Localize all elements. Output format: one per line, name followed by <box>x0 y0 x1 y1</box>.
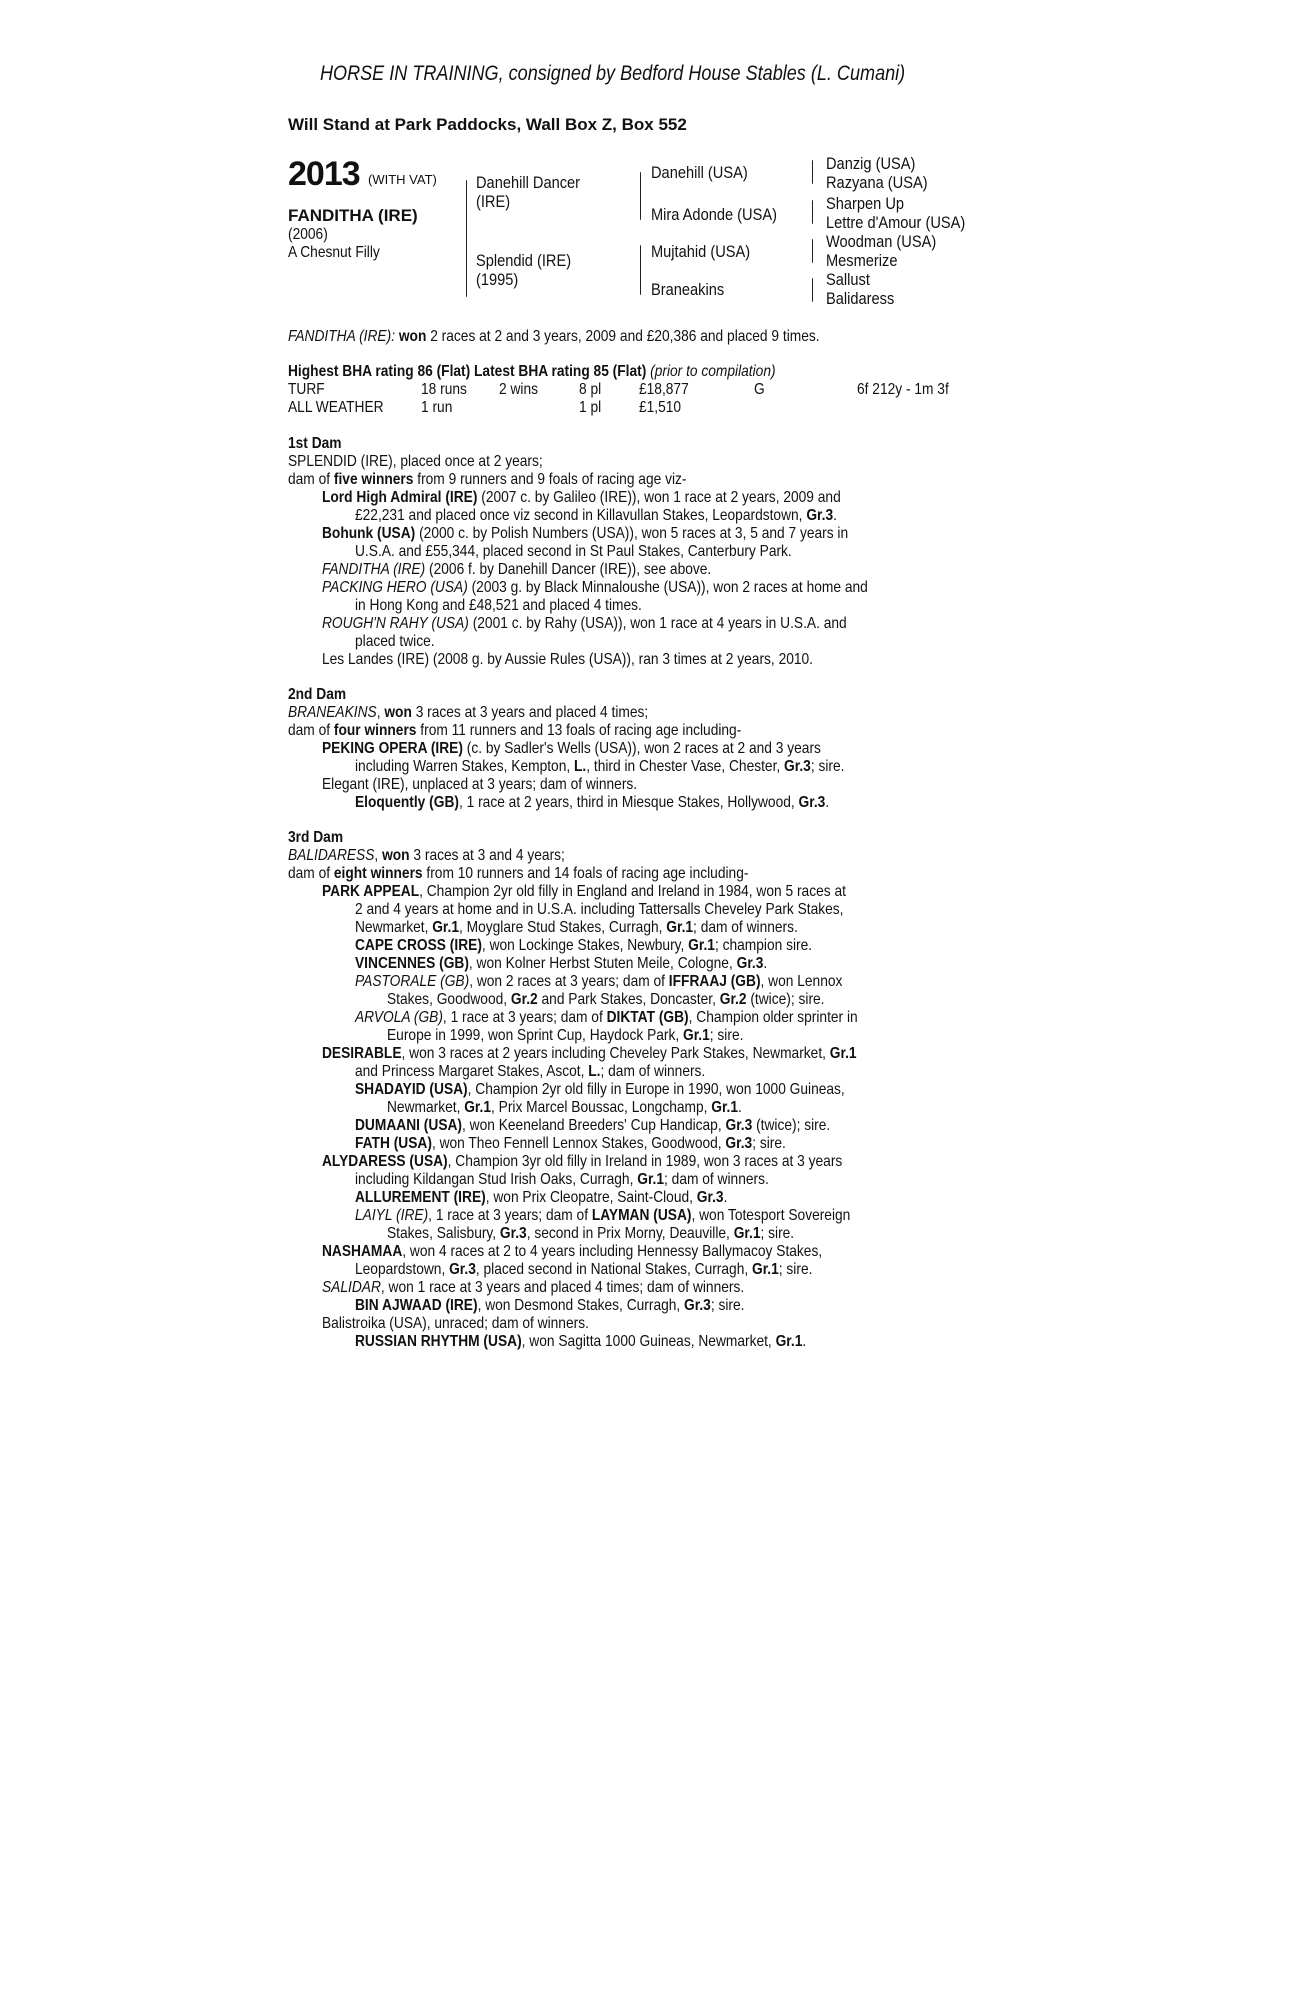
grandsire-4: Sallust <box>826 270 870 289</box>
race-summary: FANDITHA (IRE): won 2 races at 2 and 3 years, 2009 and £20,386 and placed 9 times. <box>288 328 820 345</box>
first-dam-line: SPLENDID (IRE), placed once at 2 years; <box>288 453 543 470</box>
produce-entry: Elegant (IRE), unplaced at 3 years; dam of winners. <box>322 776 638 793</box>
produce-entry: Lord High Admiral (IRE) (2007 c. by Galileo (IRE)), won 1 race at 2 years, 2009 and <box>322 489 841 506</box>
pedigree-brace <box>812 200 813 224</box>
produce-entry-cont: Newmarket, Gr.1, Moyglare Stud Stakes, Curragh, Gr.1; dam of winners. <box>355 919 798 936</box>
produce-entry-cont: Leopardstown, Gr.3, placed second in National Stakes, Curragh, Gr.1; sire. <box>355 1261 813 1278</box>
second-dam-heading: 2nd Dam <box>288 686 347 703</box>
granddam-3: Mesmerize <box>826 251 898 270</box>
consignor-header: HORSE IN TRAINING, consigned by Bedford House Stables (L. Cumani) <box>320 62 906 85</box>
produce-entry: ARVOLA (GB), 1 race at 3 years; dam of DIKTAT (GB), Champion older sprinter in <box>355 1009 858 1026</box>
horse-description: A Chesnut Filly <box>288 244 380 261</box>
box-location: Will Stand at Park Paddocks, Wall Box Z, Box 552 <box>288 115 687 134</box>
produce-entry-cont: U.S.A. and £55,344, placed second in St Paul Stakes, Canterbury Park. <box>355 543 792 560</box>
produce-entry: PASTORALE (GB), won 2 races at 3 years; dam of IFFRAAJ (GB), won Lennox <box>355 973 843 990</box>
produce-entry-cont: and Princess Margaret Stakes, Ascot, L.; dam of winners. <box>355 1063 706 1080</box>
produce-entry: PARK APPEAL, Champion 2yr old filly in England and Ireland in 1984, won 5 races at <box>322 883 846 900</box>
dam-dam: Braneakins <box>651 280 725 299</box>
second-dam-produce: dam of four winners from 11 runners and 13 foals of racing age including- <box>288 722 742 739</box>
produce-entry-cont: Newmarket, Gr.1, Prix Marcel Boussac, Longchamp, Gr.1. <box>387 1099 742 1116</box>
produce-entry-cont: Stakes, Goodwood, Gr.2 and Park Stakes, Doncaster, Gr.2 (twice); sire. <box>387 991 825 1008</box>
third-dam-produce: dam of eight winners from 10 runners and 14 foals of racing age including- <box>288 865 749 882</box>
first-dam-heading: 1st Dam <box>288 435 342 452</box>
rating-line: Highest BHA rating 86 (Flat) Latest BHA rating 85 (Flat) (prior to compilation) <box>288 363 776 380</box>
produce-entry: Bohunk (USA) (2000 c. by Polish Numbers (USA)), won 5 races at 3, 5 and 7 years in <box>322 525 849 542</box>
sire-origin: (IRE) <box>476 192 511 211</box>
pedigree-brace <box>812 278 813 302</box>
produce-entry: DESIRABLE, won 3 races at 2 years including Cheveley Park Stakes, Newmarket, Gr.1 <box>322 1045 857 1062</box>
produce-entry: FATH (USA), won Theo Fennell Lennox Stakes, Goodwood, Gr.3; sire. <box>355 1135 786 1152</box>
produce-entry: CAPE CROSS (IRE), won Lockinge Stakes, Newbury, Gr.1; champion sire. <box>355 937 813 954</box>
pedigree-brace <box>640 172 641 220</box>
produce-entry: BIN AJWAAD (IRE), won Desmond Stakes, Curragh, Gr.3; sire. <box>355 1297 745 1314</box>
grandsire-2: Sharpen Up <box>826 194 905 213</box>
produce-entry: FANDITHA (IRE) (2006 f. by Danehill Dancer (IRE)), see above. <box>322 561 712 578</box>
granddam-1: Razyana (USA) <box>826 173 928 192</box>
produce-entry-cont: 2 and 4 years at home and in U.S.A. including Tattersalls Cheveley Park Stakes, <box>355 901 844 918</box>
produce-entry: Eloquently (GB), 1 race at 2 years, third in Miesque Stakes, Hollywood, Gr.3. <box>355 794 830 811</box>
produce-entry: Les Landes (IRE) (2008 g. by Aussie Rules (USA)), ran 3 times at 2 years, 2010. <box>322 651 814 668</box>
produce-entry: ALLUREMENT (IRE), won Prix Cleopatre, Saint-Cloud, Gr.3. <box>355 1189 728 1206</box>
produce-entry-cont: Europe in 1999, won Sprint Cup, Haydock Park, Gr.1; sire. <box>387 1027 744 1044</box>
produce-entry-cont: including Warren Stakes, Kempton, L., third in Chester Vase, Chester, Gr.3; sire. <box>355 758 845 775</box>
produce-entry: NASHAMAA, won 4 races at 2 to 4 years including Hennessy Ballymacoy Stakes, <box>322 1243 823 1260</box>
grandsire-3: Woodman (USA) <box>826 232 937 251</box>
produce-entry: LAIYL (IRE), 1 race at 3 years; dam of LAYMAN (USA), won Totesport Sovereign <box>355 1207 851 1224</box>
second-dam-line: BRANEAKINS, won 3 races at 3 years and placed 4 times; <box>288 704 649 721</box>
produce-entry: PEKING OPERA (IRE) (c. by Sadler's Wells (USA)), won 2 races at 2 and 3 years <box>322 740 821 757</box>
produce-entry: Balistroika (USA), unraced; dam of winners. <box>322 1315 589 1332</box>
produce-entry: ALYDARESS (USA), Champion 3yr old filly in Ireland in 1989, won 3 races at 3 years <box>322 1153 843 1170</box>
produce-entry: DUMAANI (USA), won Keeneland Breeders' Cup Handicap, Gr.3 (twice); sire. <box>355 1117 831 1134</box>
produce-entry: PACKING HERO (USA) (2003 g. by Black Minnaloushe (USA)), won 2 races at home and <box>322 579 868 596</box>
sire-dam: Mira Adonde (USA) <box>651 205 777 224</box>
catalogue-page: HORSE IN TRAINING, consigned by Bedford House Stables (L. Cumani) Will Stand at Park Paddocks, Wall Box Z, Box 552 2013 (WITH VAT) FANDITHA (IRE) (2006) A Chesnut Filly Danehill Dancer (IRE) Splendid (IRE) (1995) Danehill (USA) Mira Adonde (USA) Mujtahid (USA) Braneakins Danzig (USA) Razyana (USA) Sharpen Up Lettre d'Amour (USA) Woodman (USA) Mesmerize Sallust Balidaress FANDITHA (IRE): won 2 races at 2 and 3 years, 2009 and £20,386 and placed 9 times. Highest BHA rating 86 (Flat) Latest BHA rating 85 (Flat) (prior to compilation) TURF 18 runs 2 wins 8 pl £18,877 G 6f 212y - 1m 3f ALL WEATHER 1 run 1 pl £1,510 1st Dam SPLENDID (IRE), placed once at 2 years; dam of five winners from 9 runners and 9 foals of racing age viz- Lord High Admiral (IRE) (2007 c. by Galileo (IRE)), won 1 race at 2 years, 2009 and £22,231 and placed once viz second in Killavullan Stakes, Leopardstown, Gr.3. Bohunk (USA) (2000 c. by Polish Numbers (USA)), won 5 races at 3, 5 and 7 years in U.S.A. and £55,344, placed second in St Paul Stakes, Canterbury Park. FANDITHA (IRE) (2006 f. by Danehill Dancer (IRE)), see above. PACKING HERO (USA) (2003 g. by Black Minnaloushe (USA)), won 2 races at home and in Hong Kong and £48,521 and placed 4 times. ROUGH'N RAHY (USA) (2001 c. by Rahy (USA)), won 1 race at 4 years in U.S.A. and placed twice. Les Landes (IRE) (2008 g. by Aussie Rules (USA)), ran 3 times at 2 years, 2010. 2nd Dam BRANEAKINS, won 3 races at 3 years and placed 4 times; dam of four winners from 11 runners and 13 foals of racing age including- PEKING OPERA (IRE) (c. by Sadler's Wells (USA)), won 2 races at 2 and 3 years including Warren Stakes, Kempton, L., third in Chester Vase, Chester, Gr.3; sire. Elegant (IRE), unplaced at 3 years; dam of winners. Eloquently (GB), 1 race at 2 years, third in Miesque Stakes, Hollywood, Gr.3. 3rd Dam BALIDARESS, won 3 races at 3 and 4 years; dam of eight winners from 10 runners and 14 foals of racing age including- PARK APPEAL, Champion 2yr old filly in England and Ireland in 1984, won 5 races at 2 and 4 years at home and in U.S.A. including Tattersalls Cheveley Park Stakes, Newmarket, Gr.1, Moyglare Stud Stakes, Curragh, Gr.1; dam of winners. CAPE CROSS (IRE), won Lockinge Stakes, Newbury, Gr.1; champion sire. VINCENNES (GB), won Kolner Herbst Stuten Meile, Cologne, Gr.3. PASTORALE (GB), won 2 races at 3 years; dam of IFFRAAJ (GB), won Lennox Stakes, Goodwood, Gr.2 and Park Stakes, Doncaster, Gr.2 (twice); sire. ARVOLA (GB), 1 race at 3 years; dam of DIKTAT (GB), Champion older sprinter in Europe in 1999, won Sprint Cup, Haydock Park, Gr.1; sire. DESIRABLE, won 3 races at 2 years including Cheveley Park Stakes, Newmarket, Gr.1 and Princess Margaret Stakes, Ascot, L.; dam of winners. SHADAYID (USA), Champion 2yr old filly in Europe in 1990, won 1000 Guineas, Newmarket, Gr.1, Prix Marcel Boussac, Longchamp, Gr.1. DUMAANI (USA), won Keeneland Breeders' Cup Handicap, Gr.3 (twice); sire. FATH (USA), won Theo Fennell Lennox Stakes, Goodwood, Gr.3; sire. ALYDARESS (USA), Champion 3yr old filly in Ireland in 1989, won 3 races at 3 years including Kildangan Stud Irish Oaks, Curragh, Gr.1; dam of winners. ALLUREMENT (IRE), won Prix Cleopatre, Saint-Cloud, Gr.3. LAIYL (IRE), 1 race at 3 years; dam of LAYMAN (USA), won Totesport Sovereign Stakes, Salisbury, Gr.3, second in Prix Morny, Deauville, Gr.1; sire. NASHAMAA, won 4 races at 2 to 4 years including Hennessy Ballymacoy Stakes, Leopardstown, Gr.3, placed second in National Stakes, Curragh, Gr.1; sire. SALIDAR, won 1 race at 3 years and placed 4 times; dam of winners. BIN AJWAAD (IRE), won Desmond Stakes, Curragh, Gr.3; sire. Balistroika (USA), unraced; dam of winners. RUSSIAN RHYTHM (USA), won Sagitta 1000 Guineas, Newmarket, Gr.1. <box>0 0 1313 2000</box>
produce-entry: SHADAYID (USA), Champion 2yr old filly in Europe in 1990, won 1000 Guineas, <box>355 1081 845 1098</box>
produce-entry: SALIDAR, won 1 race at 3 years and placed 4 times; dam of winners. <box>322 1279 745 1296</box>
third-dam-heading: 3rd Dam <box>288 829 344 846</box>
pedigree-brace <box>640 245 641 295</box>
pedigree-brace <box>466 180 467 297</box>
pedigree-brace <box>812 160 813 184</box>
produce-entry-cont: £22,231 and placed once viz second in Killavullan Stakes, Leopardstown, Gr.3. <box>355 507 837 524</box>
granddam-4: Balidaress <box>826 289 895 308</box>
dam-name: Splendid (IRE) <box>476 251 572 270</box>
first-dam-produce: dam of five winners from 9 runners and 9 foals of racing age viz- <box>288 471 687 488</box>
produce-entry-cont: Stakes, Salisbury, Gr.3, second in Prix Morny, Deauville, Gr.1; sire. <box>387 1225 795 1242</box>
produce-entry-cont: placed twice. <box>355 633 435 650</box>
vat-note: (WITH VAT) <box>368 172 437 187</box>
pedigree-brace <box>812 239 813 263</box>
horse-name: FANDITHA (IRE) <box>288 206 418 225</box>
dam-sire: Mujtahid (USA) <box>651 242 751 261</box>
third-dam-line: BALIDARESS, won 3 races at 3 and 4 years; <box>288 847 565 864</box>
produce-entry-cont: including Kildangan Stud Irish Oaks, Curragh, Gr.1; dam of winners. <box>355 1171 769 1188</box>
foaled-year: (2006) <box>288 226 328 243</box>
grandsire-1: Danzig (USA) <box>826 154 916 173</box>
lot-year: 2013 <box>288 155 360 193</box>
sire-name: Danehill Dancer <box>476 173 581 192</box>
produce-entry: ROUGH'N RAHY (USA) (2001 c. by Rahy (USA)), won 1 race at 4 years in U.S.A. and <box>322 615 847 632</box>
produce-entry-cont: in Hong Kong and £48,521 and placed 4 times. <box>355 597 642 614</box>
produce-entry: RUSSIAN RHYTHM (USA), won Sagitta 1000 Guineas, Newmarket, Gr.1. <box>355 1333 807 1350</box>
granddam-2: Lettre d'Amour (USA) <box>826 213 966 232</box>
sire-sire: Danehill (USA) <box>651 163 748 182</box>
dam-year: (1995) <box>476 270 519 289</box>
produce-entry: VINCENNES (GB), won Kolner Herbst Stuten Meile, Cologne, Gr.3. <box>355 955 768 972</box>
